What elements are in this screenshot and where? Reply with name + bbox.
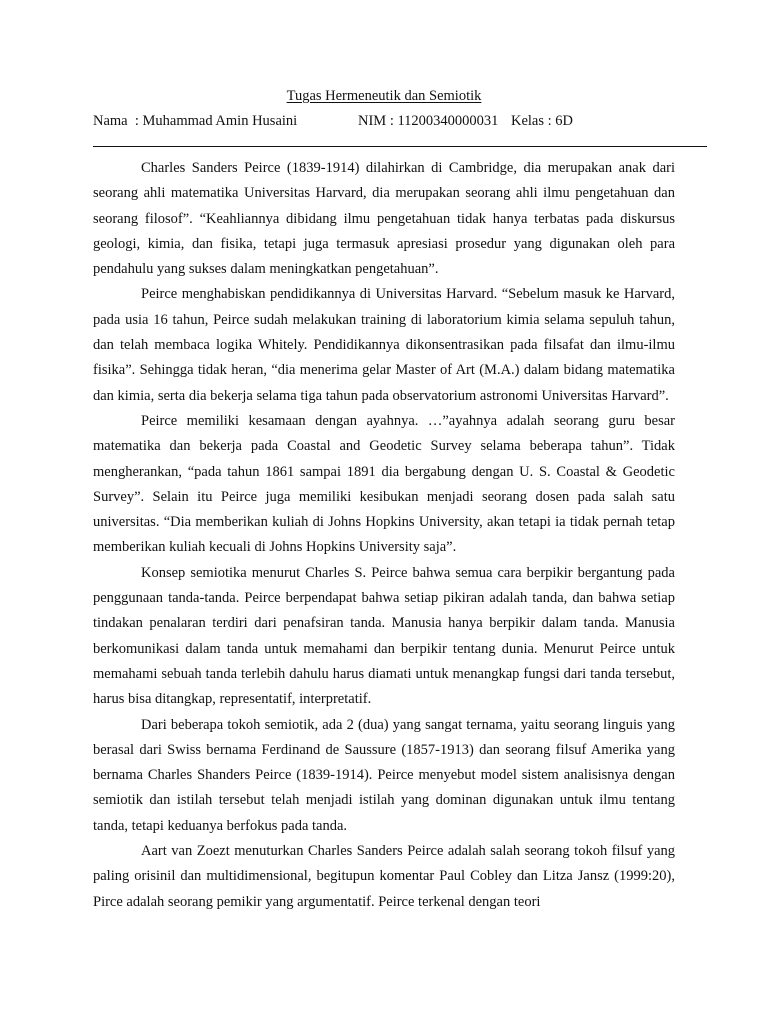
document-title <box>0 87 768 105</box>
document-title-text: Tugas Hermeneutik dan Semiotik <box>286 88 482 104</box>
paragraph: Konsep semiotika menurut Charles S. Peirce bahwa semua cara berpikir bergantung pada penggunaan tanda-tanda. Peirce berpendapat bahwa setiap pikiran adalah tanda, dan bahwa setiap tindakan penalaran terdiri dari penafsiran tanda. Manusia hanya berpikir dalam tanda. Manusia berkomunikasi dalam tanda untuk memahami dan berpikir tentang dunia. Menurut Peirce untuk memahami sebuah tanda terlebih dahulu harus diamati untuk menangkap fungsi dari tanda tersebut, harus bisa ditangkap, representatif, interpretatif. <box>93 564 675 708</box>
paragraph: Charles Sanders Peirce (1839-1914) dilahirkan di Cambridge, dia merupakan anak dari seorang ahli matematika Universitas Harvard, dia merupakan seorang ahli ilmu pengetahuan dan seorang filosof”. “Keahliannya dibidang ilmu pengetahuan tidak hanya terbatas pada diskursus geologi, kimia, dan fisika, tetapi juga termasuk apresiasi prosedur yang digunakan oleh para pendahulu yang sukses dalam meningkatkan pengetahuan”. <box>93 160 675 278</box>
paragraph: Dari beberapa tokoh semiotik, ada 2 (dua) yang sangat ternama, yaitu seorang linguis yang berasal dari Swiss bernama Ferdinand de Saussure (1857-1913) dan seorang filsuf Amerika yang bernama Charles Shanders Peirce (1839-1914). Peirce menyebut model sistem analisisnya dengan semiotik dan istilah tersebut telah menjadi istilah yang dominan digunakan untuk ilmu tentang tanda, tetapi keduanya berfokus pada tanda. <box>93 716 675 834</box>
paragraph: Aart van Zoezt menuturkan Charles Sanders Peirce adalah salah seorang tokoh filsuf yang paling orisinil dan multidimensional, begitupun komentar Paul Cobley dan Litza Jansz (1999:20), Pirce adalah seorang pemikir yang argumentatif. Peirce terkenal dengan teori <box>93 843 675 910</box>
student-nim: NIM : 11200340000031 <box>358 113 499 129</box>
student-class: Kelas : 6D <box>511 113 574 129</box>
student-name: Nama : Muhammad Amin Husaini <box>93 113 298 129</box>
header-divider <box>93 146 707 147</box>
student-info-row <box>93 111 713 131</box>
document-body <box>93 156 675 915</box>
paragraph: Peirce memiliki kesamaan dengan ayahnya. …”ayahnya adalah seorang guru besar matematika dan bekerja pada Coastal and Geodetic Survey selama beberapa tahun”. Tidak mengherankan, “pada tahun 1861 sampai 1891 dia bergabung dengan U. S. Coastal & Geodetic Survey”. Selain itu Peirce juga memiliki kesibukan menjadi seorang dosen pada salah satu universitas. “Dia memberikan kuliah di Johns Hopkins University, akan tetapi ia tidak pernah tetap memberikan kuliah kecuali di Johns Hopkins University saja”. <box>93 412 675 556</box>
paragraph: Peirce menghabiskan pendidikannya di Universitas Harvard. “Sebelum masuk ke Harvard, pada usia 16 tahun, Peirce sudah melakukan training di laboratorium kimia selama sepuluh tahun, dan telah membaca logika Whitely. Pendidikannya dikonsentrasikan pada filsafat dan ilmu-ilmu fisika”. Sehingga tidak heran, “dia menerima gelar Master of Art (M.A.) dalam bidang matematika dan kimia, serta dia bekerja selama tiga tahun pada observatorium astronomi Universitas Harvard”. <box>93 286 675 404</box>
